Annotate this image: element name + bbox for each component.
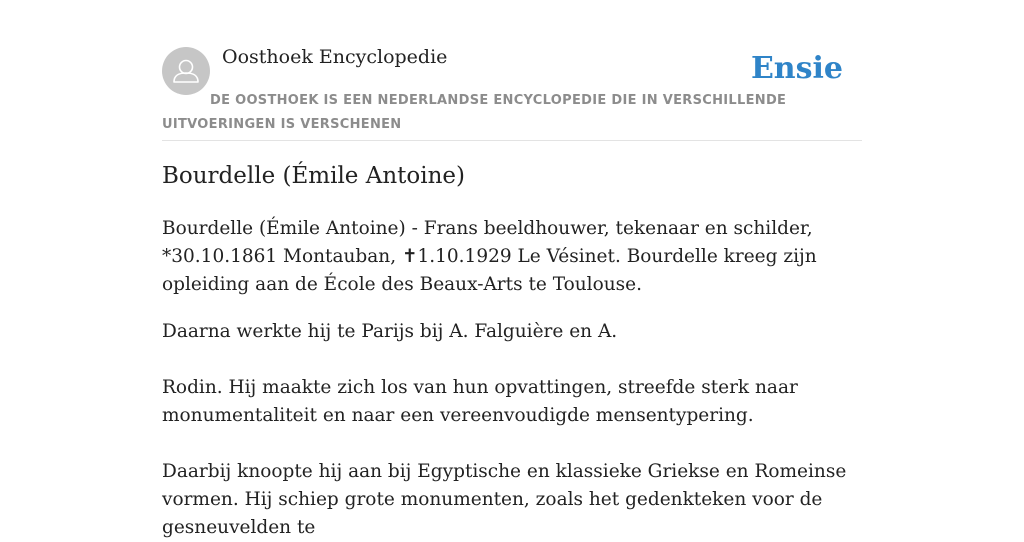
site-header (162, 0, 862, 141)
article-paragraph: Rodin. Hij maakte zich los van hun opvattingen, streefde sterk naar monumentaliteit en naar een vereenvoudigde mensentypering. (162, 377, 798, 426)
brand-logo[interactable]: Ensie (750, 51, 843, 86)
article-title: Bourdelle (Émile Antoine) (162, 163, 465, 189)
paragraph-spacer (162, 430, 868, 458)
article-paragraph: Daarbij knoopte hij aan bij Egyptische en klassieke Griekse en Romeinse vormen. Hij schiep grote monumenten, zoals het gedenkteken voor de gesneuvelden te (162, 461, 847, 538)
user-avatar-icon[interactable] (162, 47, 210, 95)
site-title[interactable]: Oosthoek Encyclopedie (222, 46, 448, 68)
paragraph-spacer (162, 346, 868, 374)
article-body (162, 215, 868, 542)
page (162, 0, 862, 538)
site-tagline: DE OOSTHOEK IS EEN NEDERLANDSE ENCYCLOPEDIE DIE IN VERSCHILLENDE UITVOERINGEN IS VERSCHENEN (162, 93, 787, 132)
article-paragraph: Daarna werkte hij te Parijs bij A. Falguière en A. (162, 321, 618, 342)
article-paragraph: Bourdelle (Émile Antoine) - Frans beeldhouwer, tekenaar en schilder, *30.10.1861 Montauban, ✝1.10.1929 Le Vésinet. Bourdelle kreeg zijn opleiding aan de École des Beaux-Arts te Toulouse. (162, 218, 817, 295)
